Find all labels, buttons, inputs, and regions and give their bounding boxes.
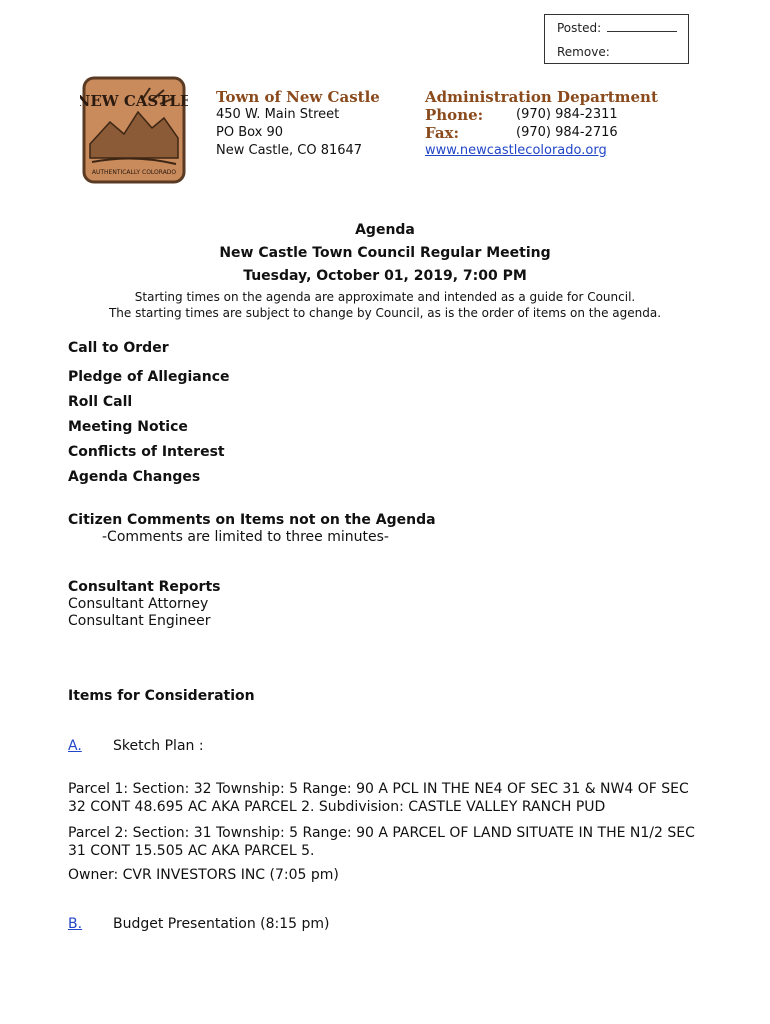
consultant-engineer: Consultant Engineer	[68, 613, 211, 629]
posted-label: Posted:	[557, 21, 602, 35]
address-line-2: PO Box 90	[216, 125, 284, 140]
citizen-comments: Citizen Comments on Items not on the Agenda	[68, 512, 436, 528]
logo-graphic	[80, 74, 188, 186]
citizen-comments-note: -Comments are limited to three minutes-	[102, 529, 389, 545]
consultant-reports: Consultant Reports	[68, 579, 221, 595]
roll-call: Roll Call	[68, 394, 133, 410]
agenda-note-1: Starting times on the agenda are approximate and intended as a guide for Council.	[134, 290, 636, 304]
owner: Owner: CVR INVESTORS INC (7:05 pm)	[68, 867, 339, 883]
fax-label: Fax:	[425, 124, 460, 142]
item-a-title: Sketch Plan :	[113, 738, 204, 754]
call-to-order: Call to Order	[68, 340, 169, 356]
remove-label: Remove:	[557, 45, 610, 59]
address-line-1: 450 W. Main Street	[216, 107, 340, 122]
logo-main-text: NEW CASTLE	[80, 92, 188, 110]
meeting-date: Tuesday, October 01, 2019, 7:00 PM	[243, 268, 527, 284]
posted-remove-box	[544, 14, 689, 64]
logo-sub-text: AUTHENTICALLY COLORADO	[91, 169, 177, 176]
town-address	[216, 106, 362, 160]
item-b-link[interactable]: B.	[68, 916, 83, 932]
fax-number: (970) 984-2716	[516, 125, 618, 140]
item-a-link[interactable]: A.	[68, 738, 82, 754]
item-b-title: Budget Presentation (8:15 pm)	[113, 916, 330, 932]
parcel-1: Parcel 1: Section: 32 Township: 5 Range: 90 A PCL IN THE NE4 OF SEC 31 & NW4 OF SEC 32 CONT 48.695 AC AKA PARCEL 2. Subdivision: CASTLE VALLEY RANCH PUD	[68, 781, 689, 815]
website-link[interactable]: www.newcastlecolorado.org	[425, 143, 607, 158]
conflicts-of-interest: Conflicts of Interest	[68, 444, 225, 460]
agenda-note-2: The starting times are subject to change by Council, as is the order of items on the agenda.	[108, 306, 662, 320]
phone-label: Phone:	[425, 106, 484, 124]
items-for-consideration: Items for Consideration	[68, 688, 255, 704]
town-logo	[80, 74, 188, 186]
parcel-2: Parcel 2: Section: 31 Township: 5 Range: 90 A PARCEL OF LAND SITUATE IN THE N1/2 SEC 31 CONT 15.505 AC AKA PARCEL 5.	[68, 825, 695, 859]
address-line-3: New Castle, CO 81647	[216, 143, 363, 158]
pledge-of-allegiance: Pledge of Allegiance	[68, 369, 230, 385]
consultant-attorney: Consultant Attorney	[68, 596, 209, 612]
posted-line	[607, 21, 677, 32]
town-name: Town of New Castle	[216, 88, 380, 106]
phone-number: (970) 984-2311	[516, 107, 618, 122]
admin-title: Administration Department	[425, 88, 658, 106]
meeting-notice: Meeting Notice	[68, 419, 188, 435]
meeting-title: New Castle Town Council Regular Meeting	[219, 245, 551, 261]
agenda-changes: Agenda Changes	[68, 469, 201, 485]
agenda-title: Agenda	[355, 222, 415, 238]
